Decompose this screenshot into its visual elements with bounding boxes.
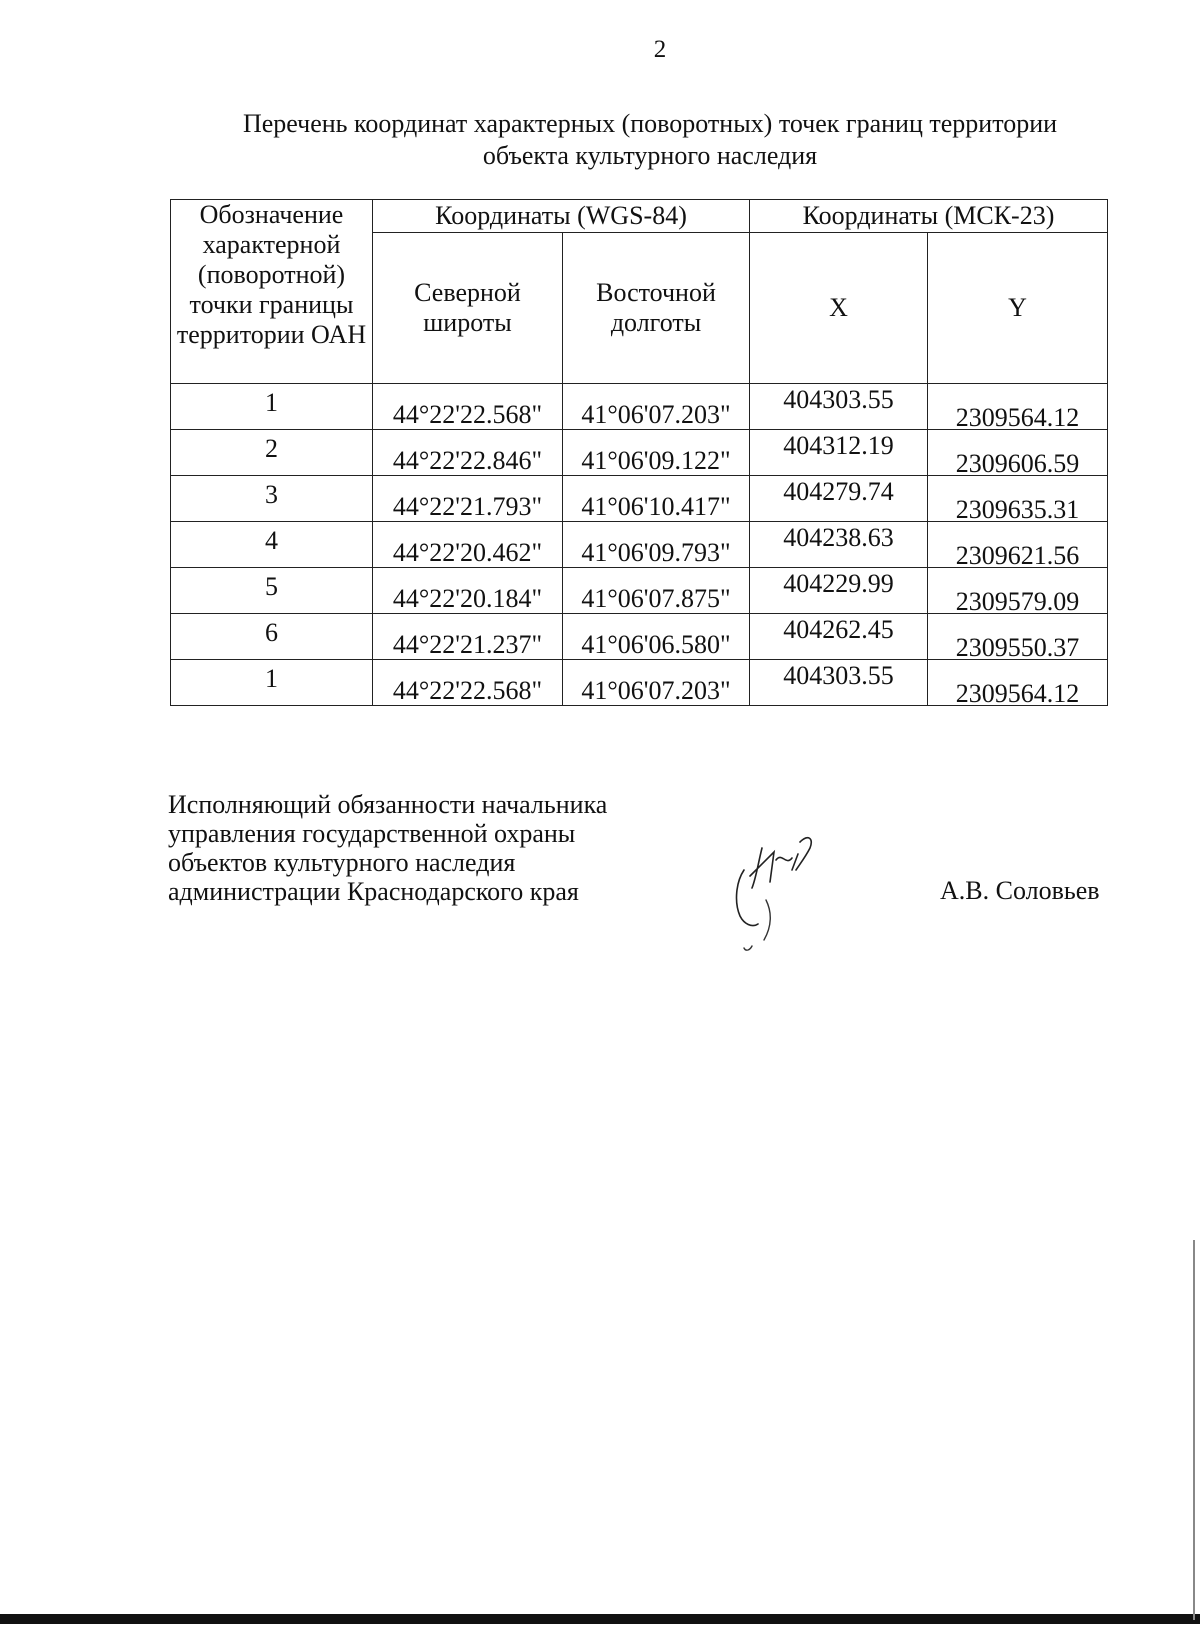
coordinates-table (170, 199, 1108, 706)
header-east-longitude: Восточной долготы (563, 233, 750, 384)
x-cell: 404312.19 (750, 430, 928, 476)
position-line: администрации Краснодарского края (168, 877, 579, 906)
scan-bottom-edge (0, 1614, 1200, 1624)
latitude-cell: 44°22'20.462" (373, 522, 563, 568)
point-number-cell: 3 (171, 476, 373, 522)
latitude-cell: 44°22'21.237" (373, 614, 563, 660)
signer-name: А.В. Соловьев (940, 876, 1100, 905)
table-row (171, 660, 1108, 706)
x-cell: 404262.45 (750, 614, 928, 660)
title-line-2: объекта культурного наследия (482, 141, 818, 170)
header-point-id: Обозначение характерной (поворотной) точки границы территории ОАН (171, 200, 373, 384)
point-number-cell: 1 (171, 384, 373, 430)
handwritten-signature (730, 830, 850, 970)
y-cell: 2309564.12 (928, 384, 1108, 430)
x-cell: 404303.55 (750, 384, 928, 430)
page-number: 2 (653, 36, 667, 63)
table-row (171, 614, 1108, 660)
y-cell: 2309606.59 (928, 430, 1108, 476)
table-row (171, 476, 1108, 522)
y-cell: 2309621.56 (928, 522, 1108, 568)
latitude-cell: 44°22'22.568" (373, 384, 563, 430)
longitude-cell: 41°06'10.417" (563, 476, 750, 522)
scan-right-edge (1193, 1240, 1195, 1620)
latitude-cell: 44°22'22.568" (373, 660, 563, 706)
longitude-cell: 41°06'07.875" (563, 568, 750, 614)
x-cell: 404303.55 (750, 660, 928, 706)
latitude-cell: 44°22'21.793" (373, 476, 563, 522)
longitude-cell: 41°06'07.203" (563, 384, 750, 430)
longitude-cell: 41°06'09.793" (563, 522, 750, 568)
header-north-latitude: Северной широты (373, 233, 563, 384)
latitude-cell: 44°22'22.846" (373, 430, 563, 476)
y-cell: 2309635.31 (928, 476, 1108, 522)
latitude-cell: 44°22'20.184" (373, 568, 563, 614)
header-x: X (750, 233, 928, 384)
y-cell: 2309564.12 (928, 660, 1108, 706)
table-row (171, 384, 1108, 430)
point-number-cell: 1 (171, 660, 373, 706)
y-cell: 2309579.09 (928, 568, 1108, 614)
table-header-row (171, 200, 1108, 233)
header-wgs84-group: Координаты (WGS-84) (373, 200, 750, 233)
longitude-cell: 41°06'06.580" (563, 614, 750, 660)
y-cell: 2309550.37 (928, 614, 1108, 660)
title-line-1: Перечень координат характерных (поворотных) точек границ территории (242, 109, 1058, 138)
x-cell: 404279.74 (750, 476, 928, 522)
longitude-cell: 41°06'07.203" (563, 660, 750, 706)
header-msk23-group: Координаты (МСК-23) (750, 200, 1108, 233)
document-title (150, 108, 1150, 172)
position-line: объектов культурного наследия (168, 848, 516, 877)
point-number-cell: 6 (171, 614, 373, 660)
table-row (171, 568, 1108, 614)
position-line: Исполняющий обязанности начальника (168, 790, 608, 819)
header-y: Y (928, 233, 1108, 384)
point-number-cell: 2 (171, 430, 373, 476)
signatory-position (168, 790, 728, 906)
table-row (171, 430, 1108, 476)
x-cell: 404229.99 (750, 568, 928, 614)
position-line: управления государственной охраны (168, 819, 576, 848)
longitude-cell: 41°06'09.122" (563, 430, 750, 476)
point-number-cell: 4 (171, 522, 373, 568)
x-cell: 404238.63 (750, 522, 928, 568)
table-row (171, 522, 1108, 568)
point-number-cell: 5 (171, 568, 373, 614)
